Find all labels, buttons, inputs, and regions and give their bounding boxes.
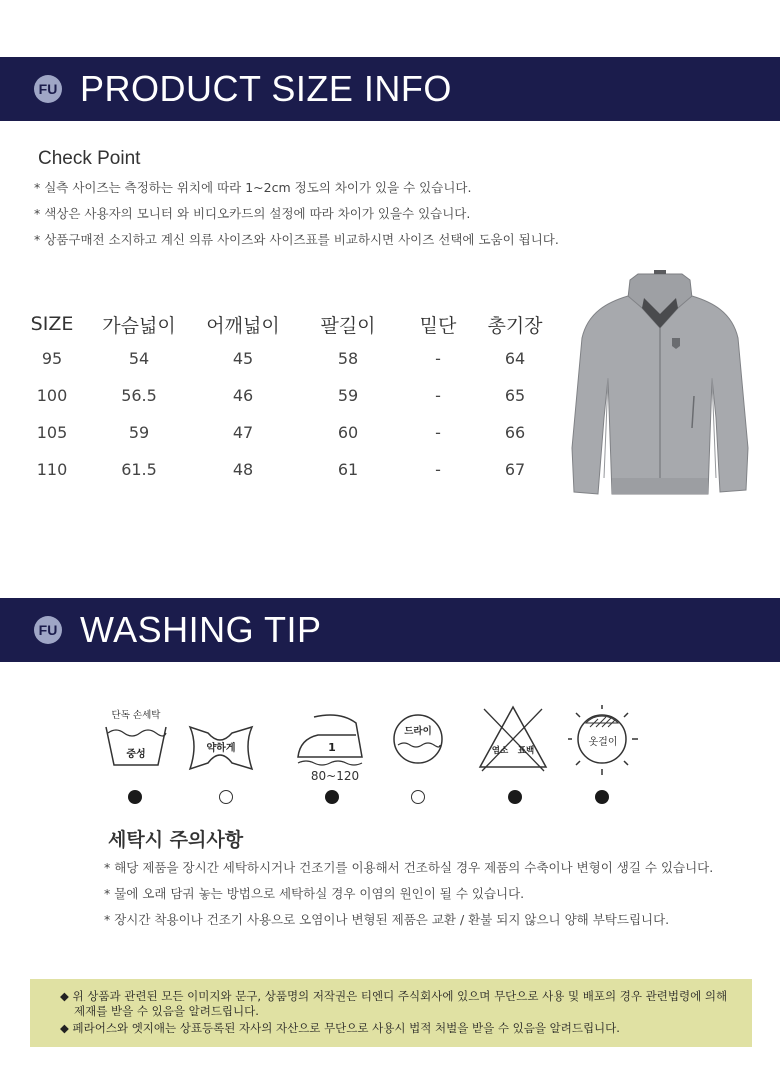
table-cell: - [435, 386, 441, 405]
wring-icon [186, 705, 256, 777]
washing-tip-title: WASHING TIP [80, 609, 322, 650]
washing-tip-banner [0, 598, 780, 662]
check-point-title: Check Point [38, 148, 141, 169]
table-cell: 65 [504, 386, 526, 405]
header-size: SIZE [30, 313, 74, 335]
table-cell: 95 [41, 349, 63, 368]
iron-icon [296, 705, 366, 777]
table-cell: 60 [337, 423, 359, 442]
care-note-item: * 해당 제품을 장시간 세탁하시거나 건조기를 이용해서 건조하실 경우 제품의 수축이나 변형이 생길 수 있습니다. [104, 860, 714, 875]
table-cell: 54 [128, 349, 150, 368]
table-cell: 61 [337, 460, 359, 479]
hang-dry-icon [568, 705, 638, 777]
table-cell: 110 [36, 460, 68, 479]
size-table [20, 308, 558, 488]
table-cell: - [435, 349, 441, 368]
header-chest: 가슴넓이 [102, 314, 176, 337]
hang-dry-indicator [595, 790, 609, 804]
no-bleach-label-right: 표백 [517, 746, 535, 756]
washing-icons [100, 705, 660, 815]
table-cell: 58 [337, 349, 359, 368]
hang-dry-label: 옷걸이 [588, 737, 618, 748]
size-table-header [20, 308, 558, 340]
header-length: 총기장 [487, 314, 543, 337]
copyright-line: 제재를 받을 수 있음을 알려드립니다. [74, 1004, 259, 1018]
trademark-line: ◆ 페라어스와 엣지애는 상표등록된 자사의 자산으로 무단으로 사용시 법적 처벌을 받을 수 있음을 알려드립니다. [60, 1021, 620, 1035]
no-bleach-icon [478, 705, 548, 777]
dry-clean-icon [384, 705, 454, 777]
care-note-item: * 장시간 착용이나 건조기 사용으로 오염이나 변형된 제품은 교환 / 환불 되지 않으니 양해 부탁드립니다. [104, 912, 670, 927]
jacket-image [568, 268, 752, 498]
iron-level-label: 1 [328, 741, 336, 754]
header-shoulder: 어깨넓이 [206, 314, 280, 337]
dry-clean-indicator [411, 790, 425, 804]
table-cell: 45 [232, 349, 254, 368]
note-item: * 실측 사이즈는 측정하는 위치에 따라 1~2cm 정도의 차이가 있을 수 있습니다. [34, 180, 472, 195]
table-cell: 64 [504, 349, 526, 368]
iron-indicator [325, 790, 339, 804]
table-cell: 105 [36, 423, 68, 442]
table-row [20, 451, 558, 488]
table-cell: - [435, 423, 441, 442]
table-cell: 61.5 [121, 460, 157, 479]
table-cell: 66 [504, 423, 526, 442]
copyright-notice [30, 979, 752, 1047]
table-row [20, 340, 558, 377]
hand-wash-indicator [128, 790, 142, 804]
hand-wash-label-bottom: 중성 [126, 749, 146, 760]
header-hem: 밑단 [419, 314, 457, 337]
table-cell: 67 [504, 460, 526, 479]
size-info-banner [0, 57, 780, 121]
table-row [20, 414, 558, 451]
hand-wash-icon [102, 705, 172, 777]
table-cell: - [435, 460, 441, 479]
brand-logo-icon: FU [34, 75, 62, 103]
wring-indicator [219, 790, 233, 804]
note-item: * 색상은 사용자의 모니터 와 비디오카드의 설정에 따라 차이가 있을수 있습니다. [34, 206, 471, 221]
wring-label: 약하게 [206, 743, 236, 754]
dry-clean-label: 드라이 [404, 726, 432, 737]
no-bleach-label-left: 염소 [491, 746, 509, 756]
care-title: 세탁시 주의사항 [108, 829, 244, 851]
note-item: * 상품구매전 소지하고 계신 의류 사이즈와 사이즈표를 비교하시면 사이즈 선택에 도움이 됩니다. [34, 232, 559, 247]
table-cell: 46 [232, 386, 254, 405]
iron-temperature-label: 80~120 [310, 769, 360, 783]
header-sleeve: 팔길이 [320, 314, 376, 337]
table-cell: 47 [232, 423, 254, 442]
no-bleach-indicator [508, 790, 522, 804]
table-cell: 59 [337, 386, 359, 405]
table-cell: 59 [128, 423, 150, 442]
care-notes [104, 855, 713, 933]
table-cell: 48 [232, 460, 254, 479]
care-note-item: * 물에 오래 담궈 놓는 방법으로 세탁하실 경우 이염의 원인이 될 수 있습니다. [104, 886, 525, 901]
table-row [20, 377, 558, 414]
check-point-notes [34, 175, 559, 253]
table-cell: 56.5 [121, 386, 157, 405]
hand-wash-label-top: 단독 손세탁 [111, 710, 161, 721]
size-info-title: PRODUCT SIZE INFO [80, 68, 452, 109]
copyright-line: ◆ 위 상품과 관련된 모든 이미지와 문구, 상품명의 저작권은 티엔디 주식회사에 있으며 무단으로 사용 및 배포의 경우 관련법령에 의해 [60, 989, 728, 1003]
brand-logo-icon: FU [34, 616, 62, 644]
table-cell: 100 [36, 386, 68, 405]
